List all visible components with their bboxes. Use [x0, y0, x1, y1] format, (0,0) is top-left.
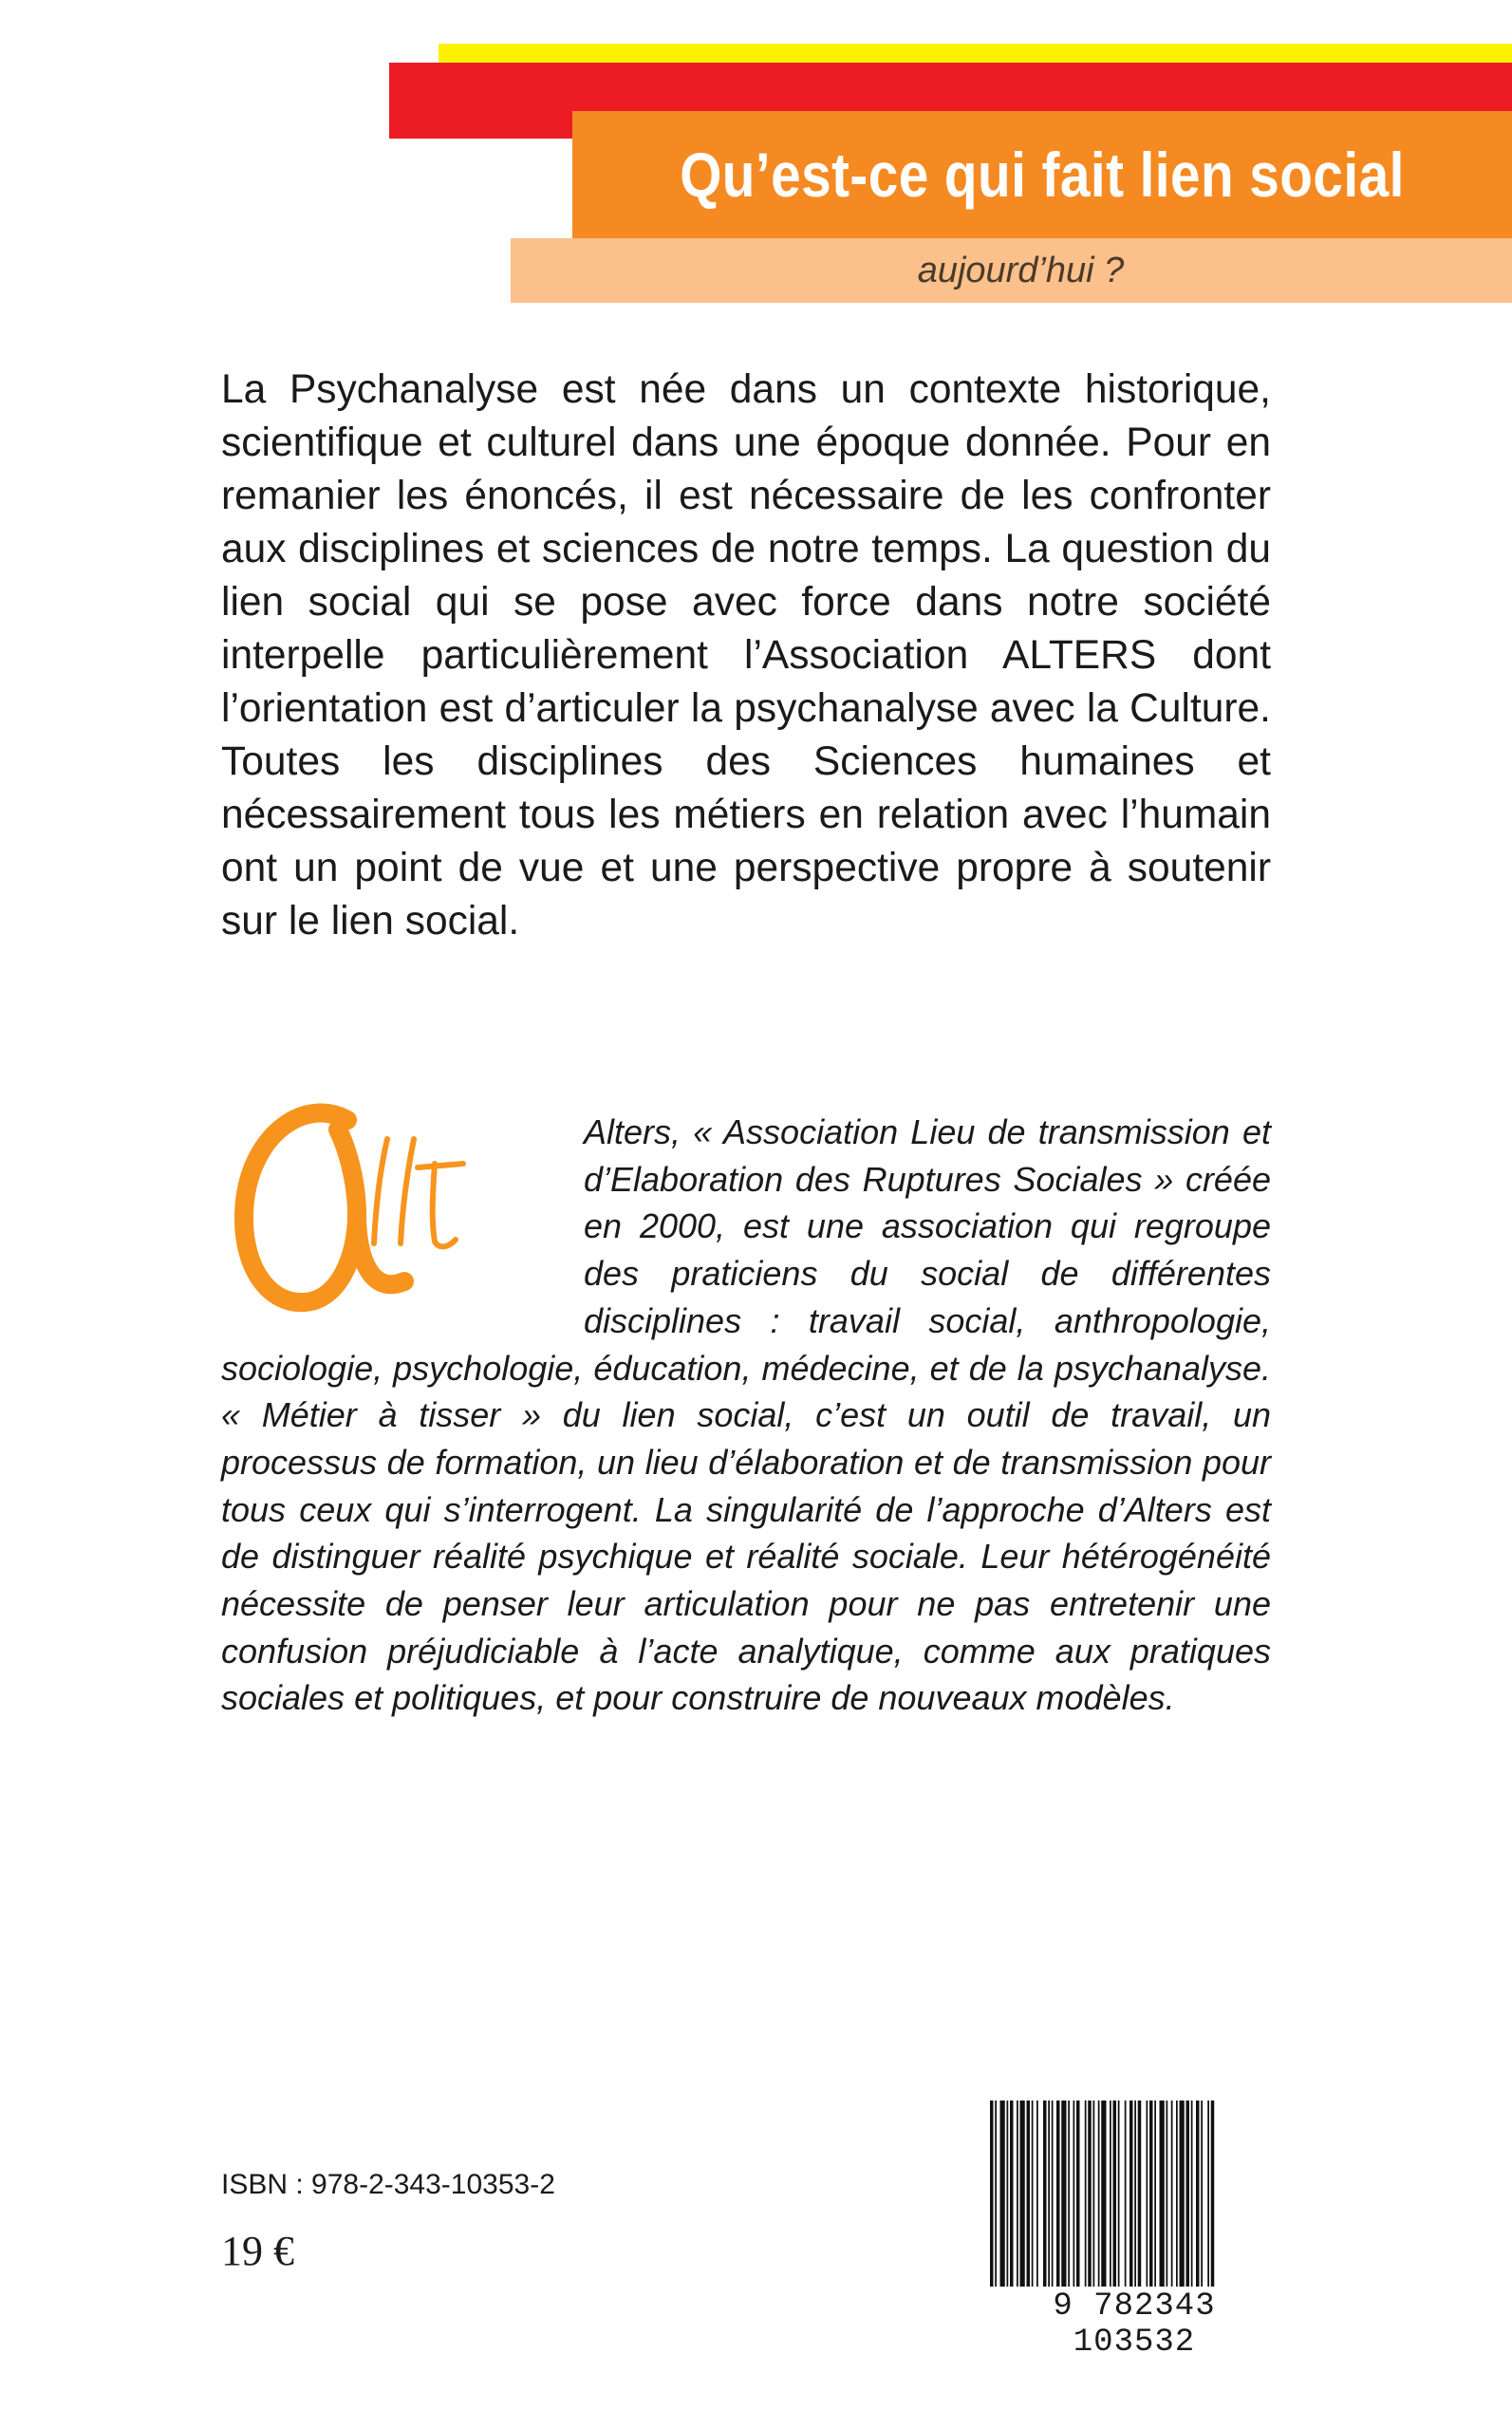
- barcode-bar: [1056, 2101, 1060, 2287]
- barcode-bar: [1048, 2101, 1050, 2287]
- isbn-barcode: [984, 2101, 1284, 2361]
- barcode-bar: [1113, 2101, 1117, 2287]
- barcode-digits: 9 782343 103532: [1053, 2288, 1216, 2361]
- barcode-bar: [1207, 2101, 1209, 2287]
- barcode-bar: [1061, 2101, 1066, 2287]
- barcode-bar: [1118, 2101, 1120, 2287]
- association-paragraph: [221, 1109, 1271, 1722]
- barcode-bar: [1085, 2101, 1087, 2287]
- barcode-bar: [1201, 2101, 1203, 2287]
- price-label: 19 €: [221, 2228, 294, 2274]
- barcode-bar: [1017, 2101, 1018, 2287]
- barcode-bars: [984, 2101, 1284, 2290]
- main-paragraph: La Psychanalyse est née dans un contexte historique, scientifique et culturel dans une époque donnée. Pour en remanier les énoncés, il est nécessaire de les confronter aux disciplines et sciences de notre temps. La question du lien social qui se pose avec force dans notre société interpelle particulièrement l’Association ALTERS dont l’orientation est d’articuler la psychanalyse avec la Culture. Toutes les disciplines des Sciences humaines et nécessairement tous les métiers en relation avec l’humain ont un point de vue et une perspective propre à soutenir sur le lien social.: [221, 367, 1271, 943]
- barcode-bar: [1149, 2101, 1153, 2287]
- barcode-bar: [1167, 2101, 1168, 2287]
- barcode-bar: [995, 2101, 997, 2287]
- barcode-bar: [1098, 2101, 1100, 2287]
- barcode-bar: [1129, 2101, 1133, 2287]
- barcode-bar: [1027, 2101, 1031, 2287]
- barcode-bar: [1088, 2101, 1092, 2287]
- barcode-bar: [1010, 2101, 1014, 2287]
- barcode-bar: [1171, 2101, 1173, 2287]
- barcode-bar: [1007, 2101, 1009, 2287]
- barcode-bar: [1186, 2101, 1190, 2287]
- barcode-bar: [1191, 2101, 1193, 2287]
- barcode-bar: [1020, 2101, 1025, 2287]
- barcode-bar: [1043, 2101, 1047, 2287]
- barcode-bar: [1068, 2101, 1070, 2287]
- barcode-bar: [1160, 2101, 1165, 2287]
- association-text: Alters, « Association Lieu de transmission et d’Elaboration des Ruptures Sociales » créée en 2000, est une association qui regroupe des praticiens du social de différentes disciplines : travail social, anthropologie, sociologie, psychologie, éducation, médecine, et de la psychanalyse. « Métier à tisser » du lien social, c’est un outil de travail, un processus de formation, un lieu d’élaboration et de transmission pour tous ceux qui s’interrogent. La singularité de l’approche d’Alters est de distinguer réalité psychique et réalité sociale. Leur hétérogénéité nécessite de penser leur articulation pour ne pas entretenir une confusion préjudiciable à l’acte analytique, comme aux pratiques sociales et politiques, et pour construire de nouveaux modèles.: [221, 1112, 1271, 1718]
- cover-subtitle: aujourd’hui ?: [917, 250, 1125, 290]
- isbn-label: ISBN : 978-2-343-10353-2: [221, 2169, 555, 2200]
- barcode-bar: [1073, 2101, 1075, 2287]
- barcode-bar: [1000, 2101, 1005, 2287]
- barcode-bar: [1110, 2101, 1111, 2287]
- barcode-bar: [1196, 2101, 1200, 2287]
- barcode-bar: [1052, 2101, 1054, 2287]
- barcode-bar: [1211, 2101, 1215, 2287]
- barcode-bar: [1180, 2101, 1185, 2287]
- barcode-bar: [1076, 2101, 1080, 2287]
- barcode-bar: [1093, 2101, 1095, 2287]
- barcode-bar: [1101, 2101, 1106, 2287]
- barcode-bar: [1134, 2101, 1136, 2287]
- barcode-bar: [1176, 2101, 1178, 2287]
- barcode-bar: [1032, 2101, 1034, 2287]
- barcode-bar: [1154, 2101, 1156, 2287]
- barcode-bar: [1125, 2101, 1127, 2287]
- barcode-bar: [1138, 2101, 1142, 2287]
- cover-title: Qu’est-ce qui fait lien social: [680, 140, 1405, 210]
- barcode-bar: [990, 2101, 994, 2287]
- logo-spacer: [221, 1109, 584, 1344]
- barcode-bar: [1036, 2101, 1038, 2287]
- barcode-bar: [1147, 2101, 1148, 2287]
